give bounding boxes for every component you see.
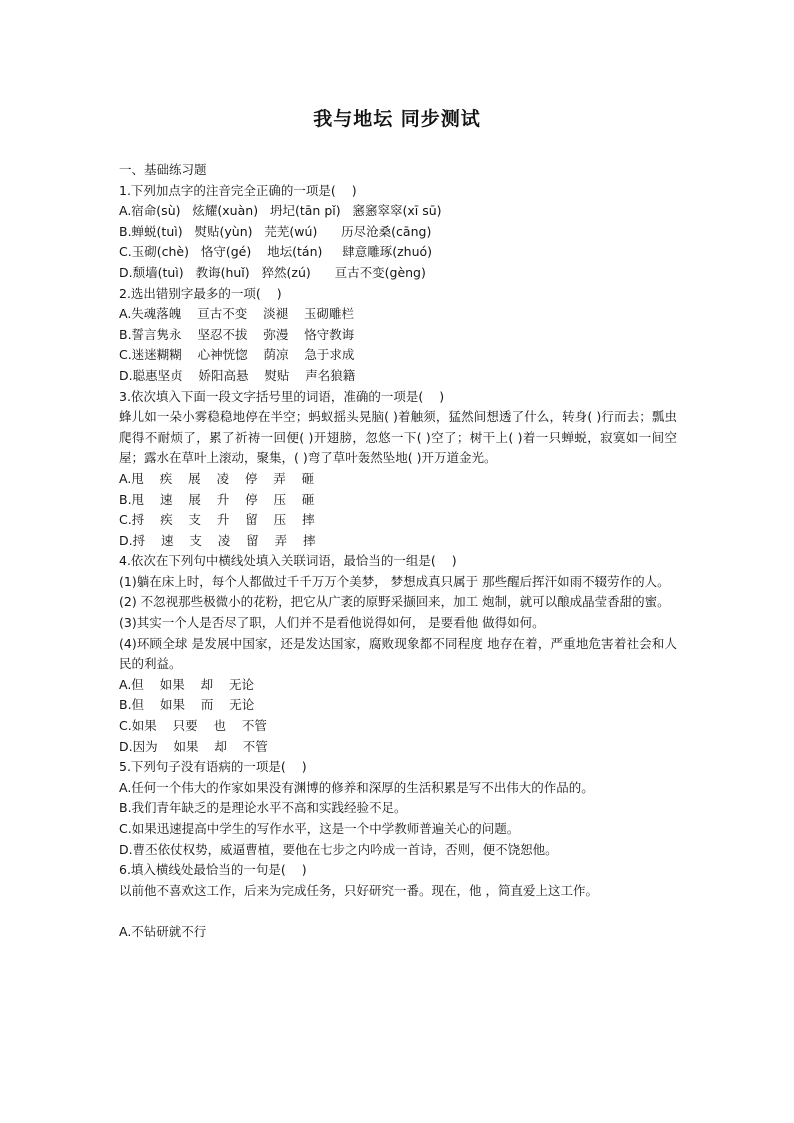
question-1-option-c: C.玉砌(chè) 恪守(gé) 地坛(tán) 肆意雕琢(zhuó) xyxy=(119,244,433,260)
question-5-option-c: C.如果迅速提高中学生的写作水平，这是一个中学教师普遍关心的问题。 xyxy=(119,821,520,836)
section-heading: 一、基础练习题 xyxy=(119,162,207,177)
blank-line xyxy=(119,901,677,922)
question-1-option-d: D.颓墙(tuì) 教诲(huǐ) 猝然(zú) 亘古不变(gèng) xyxy=(119,264,426,280)
document-body xyxy=(119,160,677,943)
question-3-passage: 蜂儿如一朵小雾稳稳地停在半空；蚂蚁摇头晃脑( )着触须，猛然间想透了什么，转身( )行而去；瓢虫爬得不耐烦了，累了祈祷一回便( )开翅膀，忽悠一下( )空了；树干上( )着一只蝉蜕，寂寞如一间空屋；露水在草叶上滚动，聚集，( )弯了草叶轰然坠地( )开万道金光。 xyxy=(119,409,677,466)
question-3-option-b: B.甩 速 展 升 停 压 砸 xyxy=(119,491,315,507)
question-5-stem: 5.下列句子没有语病的一项是( ) xyxy=(119,759,307,775)
question-3-option-c: C.捋 疾 支 升 留 压 摔 xyxy=(119,512,315,528)
question-4-stem: 4.依次在下列句中横线处填入关联词语，最恰当的一组是( ) xyxy=(119,553,457,569)
question-4-item-1: (1)躺在床上时，每个人都做过千千万万个美梦， 梦想成真只属于 那些醒后挥汗如雨不辍劳作的人。 xyxy=(119,573,670,589)
question-5-option-b: B.我们青年缺乏的是理论水平不高和实践经验不足。 xyxy=(119,800,407,816)
question-5-option-a: A.任何一个伟大的作家如果没有渊博的修养和深厚的生活积累是写不出伟大的作品的。 xyxy=(119,779,594,795)
question-1-option-a: A.宿命(sù) 炫耀(xuàn) 坍圮(tān pǐ) 窸窸窣窣(xī sū) xyxy=(119,203,442,219)
question-4-item-4: (4)环顾全球 是发展中国家，还是发达国家，腐败现象都不同程度 地存在着，严重地危害着社会和人民的利益。 xyxy=(119,635,677,672)
question-2-option-b: B.誓言隽永 坚忍不拔 弥漫 恪守教诲 xyxy=(119,326,355,342)
question-4-option-c: C.如果 只要 也 不管 xyxy=(119,718,267,734)
question-4-option-b: B.但 如果 而 无论 xyxy=(119,697,255,713)
question-2-option-d: D.聪惠坚贞 娇阳高悬 熨贴 声名狼籍 xyxy=(119,367,356,383)
question-2-option-a: A.失魂落魄 亘古不变 淡褪 玉砌雕栏 xyxy=(119,306,354,322)
question-2-stem: 2.选出错别字最多的一项( ) xyxy=(119,285,282,301)
question-1-option-b: B.蝉蜕(tuì) 熨贴(yùn) 芫芜(wú) 历尽沧桑(cāng) xyxy=(119,223,432,239)
question-2-option-c: C.迷迷糊糊 心神恍惚 荫凉 急于求成 xyxy=(119,347,355,363)
question-4-item-2: (2) 不忽视那些极微小的花粉，把它从广袤的原野采撷回来，加工 炮制，就可以酿成晶莹香甜的蜜。 xyxy=(119,594,670,610)
question-6-stem: 6.填入横线处最恰当的一句是( ) xyxy=(119,862,307,878)
question-3-stem: 3.依次填入下面一段文字括号里的词语，准确的一项是( ) xyxy=(119,388,445,404)
question-6-passage: 以前他不喜欢这工作，后来为完成任务，只好研究一番。现在，他 ，简直爱上这工作。 xyxy=(119,882,598,898)
question-4-item-3: (3)其实一个人是否尽了职，人们并不是看他说得如何， 是要看他 做得如何。 xyxy=(119,615,545,631)
document-title: 我与地坛 同步测试 xyxy=(313,108,481,130)
question-6-option-a: A.不钻研就不行 xyxy=(119,923,207,939)
question-4-option-d: D.因为 如果 却 不管 xyxy=(119,738,268,754)
question-4-option-a: A.但 如果 却 无论 xyxy=(119,676,254,692)
question-3-option-d: D.捋 速 支 凌 留 弄 摔 xyxy=(119,532,316,548)
question-3-option-a: A.甩 疾 展 凌 停 弄 砸 xyxy=(119,470,315,486)
question-1-stem: 1.下列加点字的注音完全正确的一项是( ) xyxy=(119,182,357,198)
question-5-option-d: D.曹丕依仗权势，威逼曹植，要他在七步之内吟成一首诗，否则，便不饶恕他。 xyxy=(119,841,558,857)
